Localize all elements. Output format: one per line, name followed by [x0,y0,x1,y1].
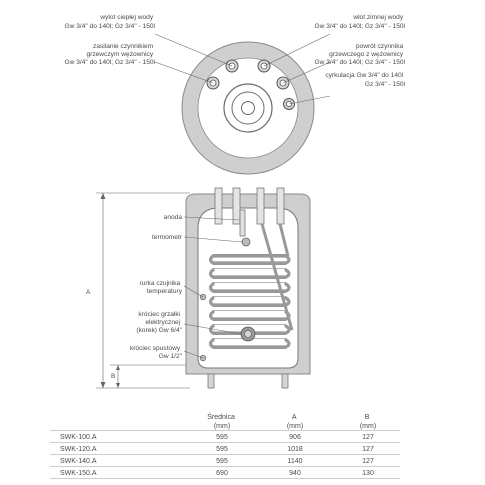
row-diameter: 690 [216,470,228,477]
label-coil-return: powrót czynnika grzewczego z wężownicy Gw 3/4" do 140l; Gz 3/4" - 150l [314,43,405,66]
table-row [60,434,374,441]
thermometer [242,238,250,246]
label-thermometer: termometr [151,234,182,241]
label-anode: anoda [163,214,182,221]
row-model: SWK-150.A [60,470,97,477]
row-B: 127 [362,458,374,465]
row-A: 1018 [287,446,303,453]
dimensions-table [50,412,400,479]
header-B: B (mm) [359,414,377,430]
row-diameter: 595 [216,446,228,453]
row-B: 130 [362,470,374,477]
row-A: 1140 [287,458,303,465]
table-header [207,412,376,430]
flange-center [242,102,255,115]
table-row [60,458,374,465]
label-heater-socket: króciec grzałki elektrycznej (korek) Gw 6/4" [136,311,182,334]
anode-rod [240,210,245,236]
label-sensor-tube: rurka czujnika temperatury [139,280,182,295]
top-view [155,34,330,174]
row-B: 127 [362,434,374,441]
row-model: SWK-120.A [60,446,97,453]
dimension-arrows [101,193,121,388]
tank-legs [208,374,288,388]
row-diameter: 595 [216,434,228,441]
header-diameter: Średnica (mm) [207,414,235,430]
row-A: 906 [289,434,301,441]
row-model: SWK-100.A [60,434,97,441]
side-view [86,188,310,388]
label-drain: króciec spustowy Gw 1/2" [129,345,182,360]
row-model: SWK-140.A [60,458,97,465]
label-hot-water-outlet: wylot ciepłej wody Gw 3/4" do 140l; Gz 3/4" - 150l [64,14,155,30]
top-left-labels [65,14,156,66]
heater-socket [241,327,255,341]
side-labels [130,214,183,360]
label-cold-water-inlet: wlot zimnej wody Gw 3/4" do 140l; Gz 3/4" - 150l [314,14,405,30]
table-row [60,470,374,477]
dimension-A-label: A [86,289,91,296]
dimension-B-label: B [111,373,116,380]
label-coil-supply: zasilanie czynnikiem grzewczym wężownicy Gw 3/4" do 140l; Gz 3/4" - 150l [64,43,155,66]
top-right-labels [315,14,406,88]
label-circulation: cyrkulacja Gw 3/4" do 140l Gz 3/4" - 150l [325,72,405,88]
row-A: 940 [289,470,301,477]
row-B: 127 [362,446,374,453]
table-row [60,446,374,453]
row-diameter: 595 [216,458,228,465]
header-A: A (mm) [286,414,304,430]
